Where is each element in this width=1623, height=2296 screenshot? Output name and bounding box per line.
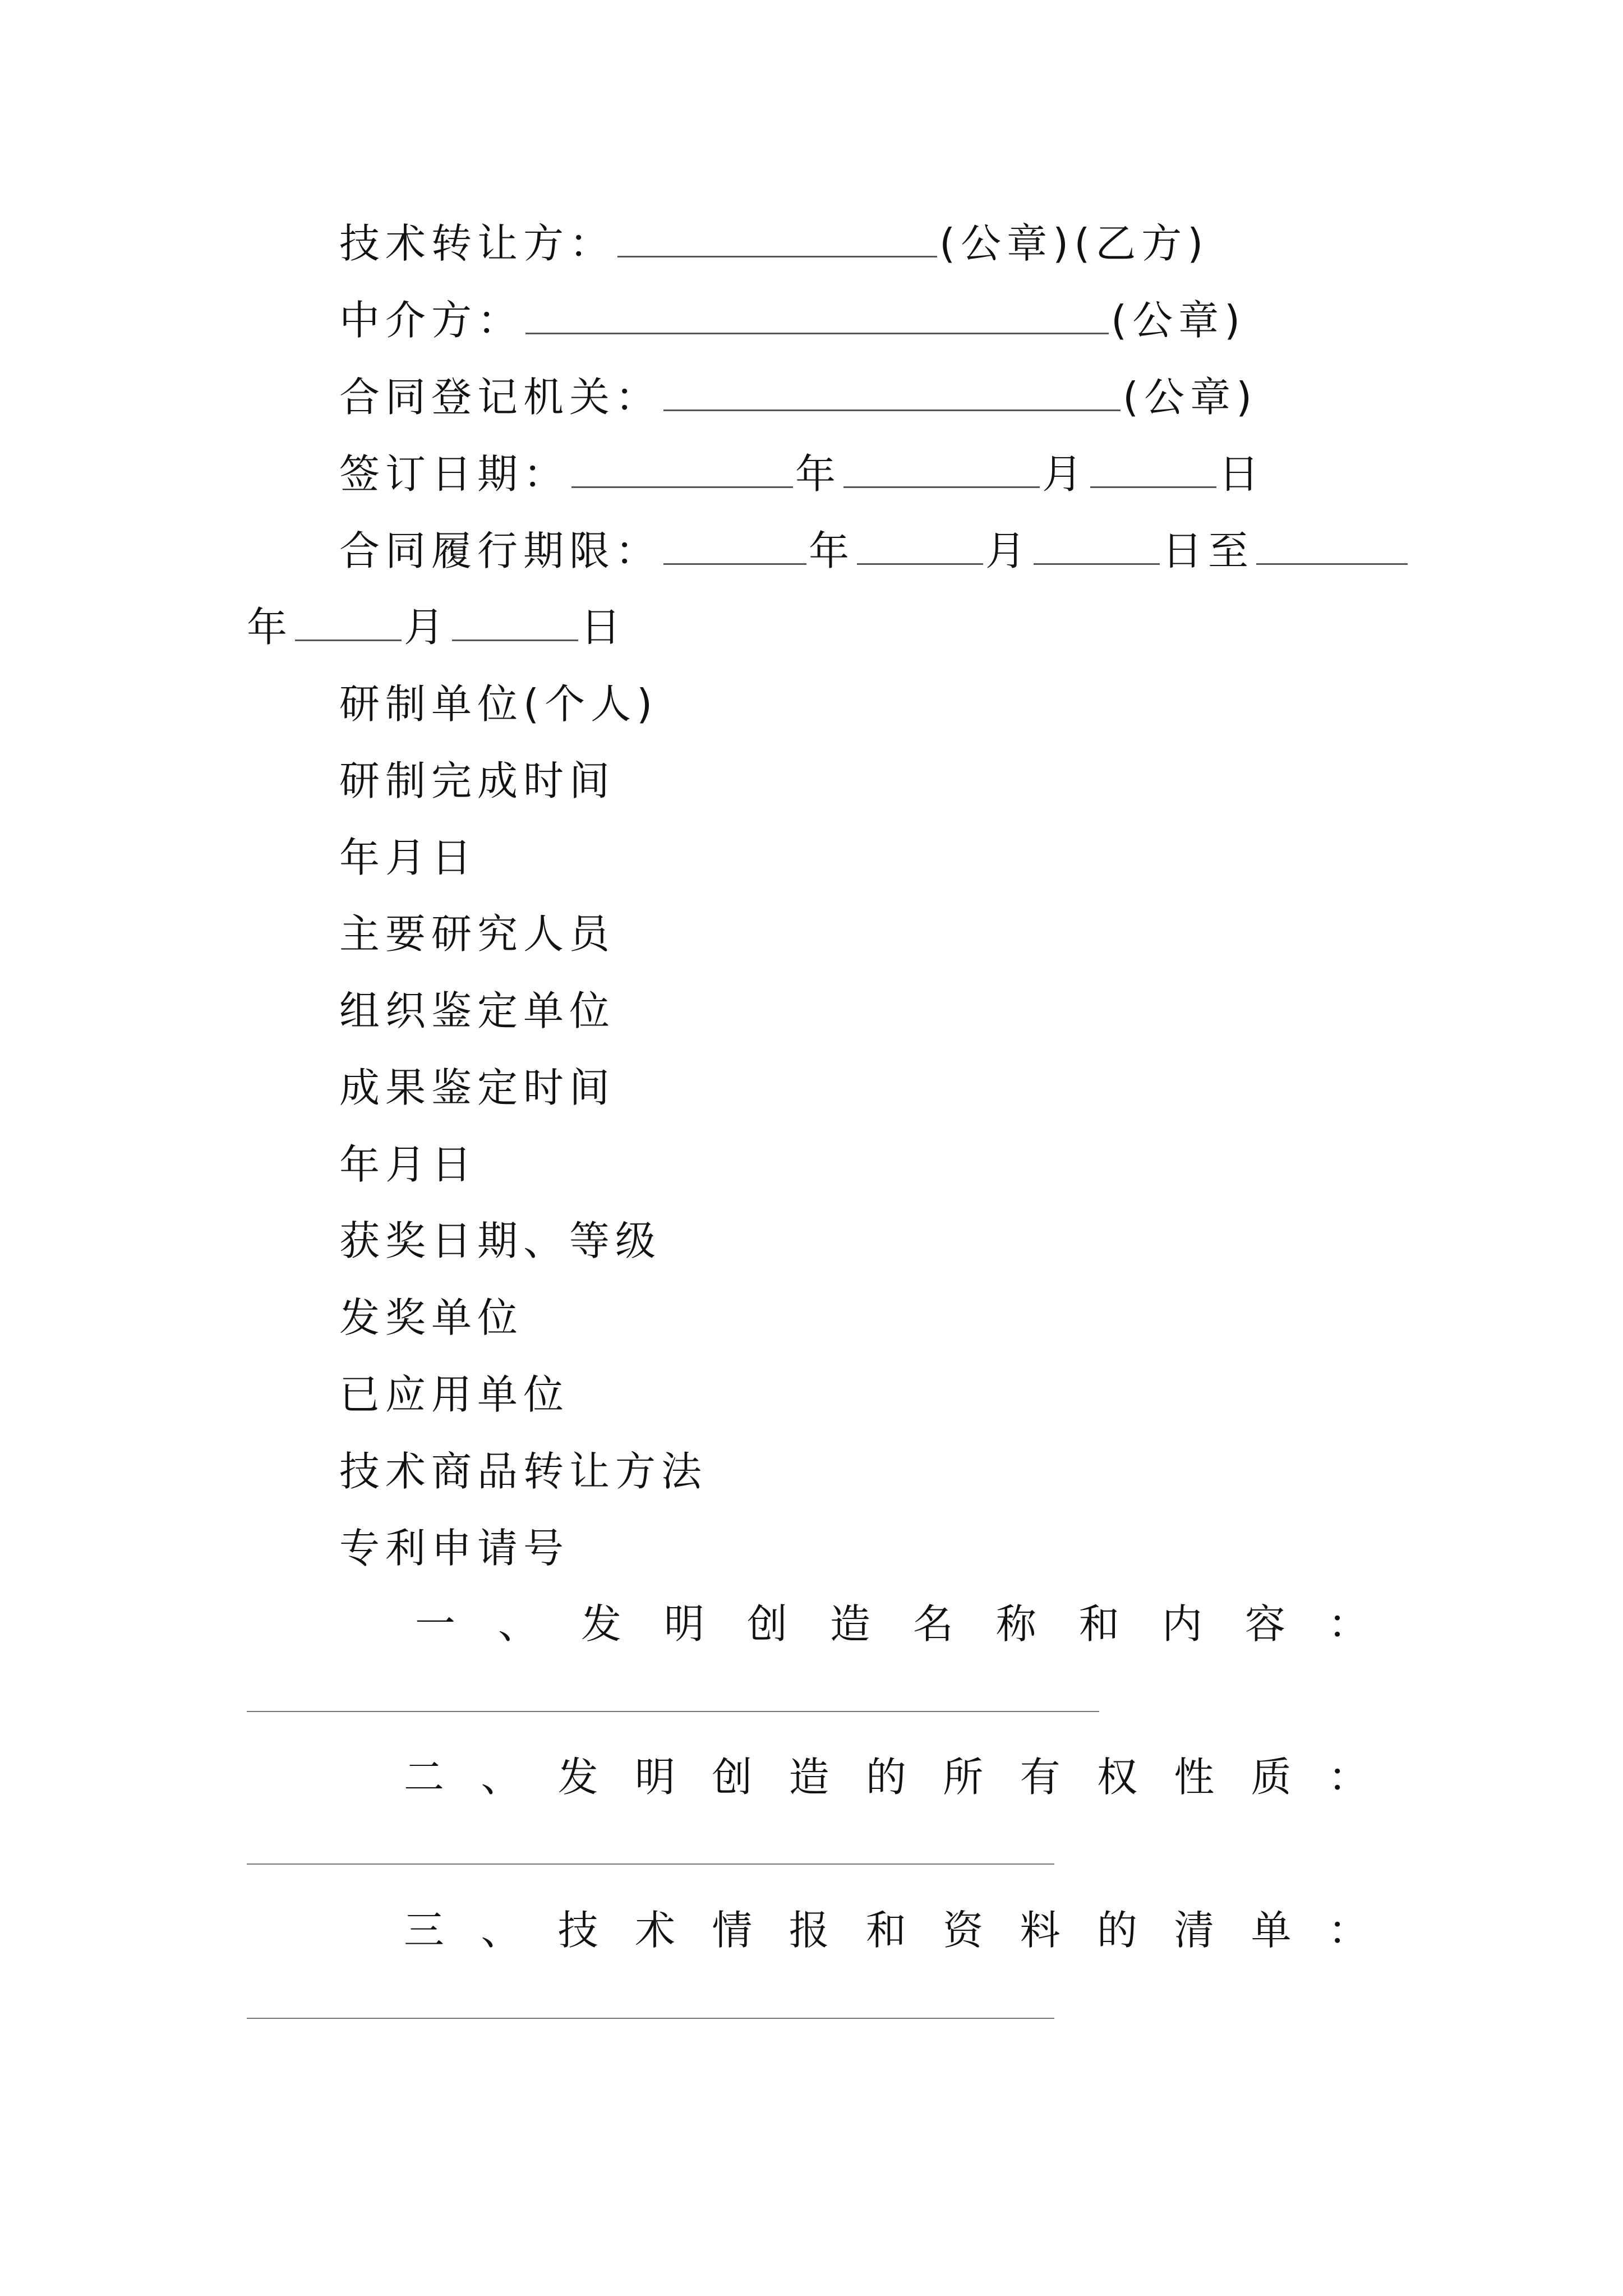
section-2-blank[interactable] bbox=[247, 1864, 1054, 1865]
transferor-line bbox=[339, 215, 1209, 272]
section-2-char: 所 bbox=[943, 1754, 984, 1801]
field-appraisal-time: 成果鉴定时间 bbox=[339, 1064, 616, 1111]
period-end-year-label: 年 bbox=[247, 604, 293, 651]
field-completion-date: 年月日 bbox=[339, 834, 478, 881]
section-1-blank[interactable] bbox=[247, 1711, 1099, 1712]
section-3-char: 清 bbox=[1174, 1907, 1215, 1954]
section-1-char: 创 bbox=[746, 1600, 787, 1648]
signing-day-blank[interactable] bbox=[1090, 452, 1216, 488]
section-3-char: 的 bbox=[1096, 1907, 1137, 1954]
period-start-month-blank[interactable] bbox=[857, 528, 983, 565]
field-appraisal-date: 年月日 bbox=[339, 1141, 478, 1188]
section-1-heading bbox=[415, 1596, 1368, 1652]
section-3-char: 资 bbox=[943, 1907, 984, 1954]
signing-month-label: 月 bbox=[1042, 450, 1089, 498]
section-2-char: 、 bbox=[481, 1754, 522, 1801]
section-3-char: 和 bbox=[865, 1907, 906, 1954]
section-2-char: ： bbox=[1327, 1754, 1368, 1801]
signing-year-label: 年 bbox=[795, 450, 842, 498]
section-3-char: 单 bbox=[1251, 1907, 1292, 1954]
registration-authority-suffix: (公章) bbox=[1123, 374, 1258, 421]
performance-period-line-2 bbox=[247, 599, 626, 655]
section-3-heading bbox=[404, 1902, 1368, 1958]
section-3-char: 料 bbox=[1020, 1907, 1061, 1954]
field-applied-units: 已应用单位 bbox=[339, 1371, 570, 1418]
period-end-month-label: 月 bbox=[404, 604, 450, 651]
section-3-char: ： bbox=[1327, 1907, 1368, 1954]
section-1-char: 名 bbox=[912, 1600, 953, 1648]
section-3-char: 、 bbox=[481, 1907, 522, 1954]
section-2-char: 权 bbox=[1096, 1754, 1137, 1801]
signing-month-blank[interactable] bbox=[843, 452, 1040, 488]
intermediary-blank[interactable] bbox=[525, 298, 1109, 334]
field-developer: 研制单位(个人) bbox=[339, 680, 658, 728]
period-start-month-label: 月 bbox=[985, 527, 1032, 574]
intermediary-line bbox=[339, 292, 1246, 348]
registration-authority-line bbox=[339, 369, 1257, 425]
section-1-char: 明 bbox=[663, 1600, 704, 1648]
field-award-issuer: 发奖单位 bbox=[339, 1294, 524, 1341]
transferor-suffix: (公章)(乙方) bbox=[939, 220, 1209, 267]
section-2-char: 性 bbox=[1174, 1754, 1215, 1801]
field-main-researchers: 主要研究人员 bbox=[339, 910, 616, 958]
field-completion-time: 研制完成时间 bbox=[339, 757, 616, 804]
section-2-char: 的 bbox=[865, 1754, 906, 1801]
signing-date-line bbox=[339, 446, 1265, 502]
section-2-char: 质 bbox=[1251, 1754, 1292, 1801]
signing-day-label: 日 bbox=[1219, 450, 1265, 498]
section-2-heading bbox=[404, 1749, 1368, 1805]
section-3-blank[interactable] bbox=[247, 2018, 1054, 2019]
period-end-year-blank[interactable] bbox=[1256, 528, 1408, 565]
signing-date-label: 签订日期： bbox=[339, 450, 570, 498]
period-start-year-blank[interactable] bbox=[663, 528, 806, 565]
period-end-month-blank[interactable] bbox=[295, 605, 402, 641]
period-end-day-blank[interactable] bbox=[452, 605, 578, 641]
section-1-char: 内 bbox=[1161, 1600, 1202, 1648]
section-1-char: 发 bbox=[580, 1600, 621, 1648]
field-award-date-level: 获奖日期、等级 bbox=[339, 1217, 662, 1264]
performance-period-line bbox=[339, 523, 1410, 579]
signing-year-blank[interactable] bbox=[571, 452, 793, 488]
registration-authority-label: 合同登记机关： bbox=[339, 374, 662, 421]
section-3-char: 报 bbox=[789, 1907, 829, 1954]
field-patent-number: 专利申请号 bbox=[339, 1525, 570, 1572]
period-end-day-label: 日 bbox=[580, 604, 627, 651]
intermediary-suffix: (公章) bbox=[1111, 297, 1246, 344]
section-2-char: 创 bbox=[712, 1754, 753, 1801]
section-2-char: 造 bbox=[789, 1754, 829, 1801]
section-3-char: 三 bbox=[404, 1907, 445, 1954]
section-1-char: 一 bbox=[415, 1600, 456, 1648]
period-start-day-blank[interactable] bbox=[1034, 528, 1160, 565]
intermediary-label: 中介方： bbox=[339, 297, 524, 344]
transferor-blank[interactable] bbox=[617, 221, 937, 257]
section-1-char: 造 bbox=[829, 1600, 870, 1648]
section-1-char: 、 bbox=[497, 1600, 538, 1648]
section-1-char: 容 bbox=[1244, 1600, 1285, 1648]
section-3-char: 情 bbox=[712, 1907, 753, 1954]
field-transfer-method: 技术商品转让方法 bbox=[339, 1448, 708, 1495]
section-1-char: 称 bbox=[995, 1600, 1036, 1648]
field-appraisal-org: 组织鉴定单位 bbox=[339, 987, 616, 1034]
section-1-char: ： bbox=[1327, 1600, 1368, 1648]
period-start-year-label: 年 bbox=[809, 527, 855, 574]
section-2-char: 发 bbox=[557, 1754, 598, 1801]
transferor-label: 技术转让方： bbox=[339, 220, 616, 267]
period-start-day-label: 日至 bbox=[1162, 527, 1255, 574]
performance-period-label: 合同履行期限： bbox=[339, 527, 662, 574]
section-3-char: 技 bbox=[557, 1907, 598, 1954]
section-2-char: 明 bbox=[634, 1754, 675, 1801]
section-3-char: 术 bbox=[634, 1907, 675, 1954]
section-1-char: 和 bbox=[1078, 1600, 1119, 1648]
section-2-char: 二 bbox=[404, 1754, 445, 1801]
registration-authority-blank[interactable] bbox=[663, 375, 1121, 411]
section-2-char: 有 bbox=[1020, 1754, 1061, 1801]
